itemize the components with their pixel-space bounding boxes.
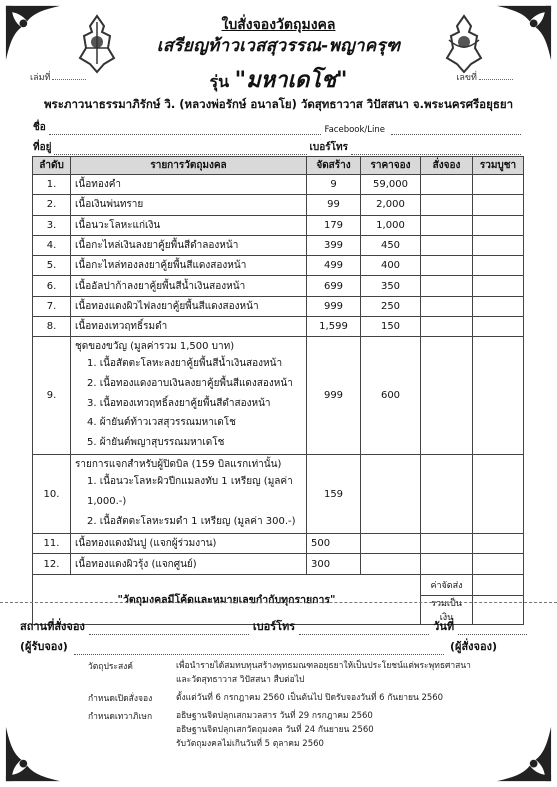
table-row (33, 296, 524, 316)
facebook-field[interactable] (391, 122, 521, 135)
table-row (33, 534, 524, 554)
place-label: สถานที่สั่งจอง (20, 620, 85, 633)
row-item: เนื้อทองแดงผิวไฟลงยาคู้ยพื้นสีแดงสองหน้า (71, 296, 307, 316)
row-item: เนื้อทองแดงมันปู (แจกผู้ร่วมงาน) (71, 534, 307, 554)
note-label: กำหนดเปิดสั่งจอง (88, 694, 153, 704)
signature-row (20, 637, 497, 655)
row-item: เนื้อทองคำ (71, 175, 307, 195)
footer-phone-label: เบอร์โทร (252, 620, 296, 633)
row-price: 350 (361, 276, 421, 296)
row-qty: 1,599 (307, 317, 361, 337)
doc-number (456, 70, 513, 84)
phone-field[interactable] (351, 142, 521, 155)
table-row (33, 235, 524, 255)
facebook-label: Facebook/Line (324, 125, 385, 135)
row-order-cell[interactable] (421, 455, 473, 534)
row-no: 9. (33, 337, 71, 455)
row-no: 7. (33, 296, 71, 316)
gift-set-item: 3. เนื้อทองเทวฤทธิ์ลงยาคู้ยพื้นสีดำสองหน้า (87, 397, 271, 409)
row-qty: 300 (307, 554, 361, 574)
address-field[interactable] (54, 142, 306, 155)
total-label: รวมเป็นเงิน (421, 595, 473, 624)
row-qty: 999 (307, 296, 361, 316)
row-item: เนื้อกะไหล่เงินลงยาคู้ยพื้นสีดำลองหน้า (71, 235, 307, 255)
row-total-cell[interactable] (473, 235, 524, 255)
row-price: 1,000 (361, 215, 421, 235)
note-label: กำหนดเทวาภิเษก (88, 712, 153, 722)
table-row (33, 195, 524, 215)
row-total-cell[interactable] (473, 337, 524, 455)
col-header-order: สั่งจอง (421, 157, 473, 175)
row-total-cell[interactable] (473, 215, 524, 235)
row-total-cell[interactable] (473, 175, 524, 195)
banner-title: เสรียญท้าวเวสสุวรรณ-พญาครุฑ (156, 36, 401, 56)
row-total-cell[interactable] (473, 455, 524, 534)
col-header-no: ลำดับ (33, 157, 71, 175)
book-number-label: เล่มที่ (30, 73, 51, 83)
table-row (33, 276, 524, 296)
row-no: 10. (33, 455, 71, 534)
receiver-signature-field[interactable] (74, 642, 444, 655)
row-no: 3. (33, 215, 71, 235)
row-price-empty (361, 554, 421, 574)
address-label: ที่อยู่ (33, 142, 52, 153)
row-order-cell[interactable] (421, 235, 473, 255)
row-order-cell[interactable] (421, 317, 473, 337)
table-row (33, 175, 524, 195)
row-order-cell[interactable] (421, 195, 473, 215)
row-order-cell[interactable] (421, 337, 473, 455)
note-line: และวัดสุทธาวาส วิปัสสนา สืบต่อไป (176, 675, 305, 685)
table-row (33, 317, 524, 337)
gift-set-row (33, 337, 524, 455)
doc-number-field[interactable] (479, 79, 513, 80)
row-order-cell[interactable] (421, 554, 473, 574)
note-label: วัตถุประสงค์ (88, 662, 133, 672)
row-no: 12. (33, 554, 71, 574)
row-total-cell[interactable] (473, 317, 524, 337)
row-total-cell[interactable] (473, 276, 524, 296)
row-price: 2,000 (361, 195, 421, 215)
series-prefix: รุ่น (209, 72, 230, 91)
row-price-empty (361, 455, 421, 534)
shipping-cell[interactable] (473, 574, 524, 595)
gift-set-item: 1. เนื้อสัตตะโลหะลงยาคู้ยพื้นสีน้ำเงินสองหน้า (87, 358, 283, 370)
corner-ornament-bottom-left (4, 725, 62, 783)
place-row (20, 617, 531, 635)
row-price: 400 (361, 256, 421, 276)
col-header-price: ราคาจอง (361, 157, 421, 175)
row-qty: 699 (307, 276, 361, 296)
receiver-label: (ผู้รับจอง) (20, 640, 68, 653)
temple-line: พระภาวนาธรรมาภิรักษ์ วิ. (หลวงพ่อรักษ์ อนาลโย) วัดสุทธาวาส วิปัสสนา จ.พระนครศรีอยุธยา (43, 97, 514, 111)
note-booking-period (88, 691, 528, 705)
date-field[interactable] (458, 622, 527, 635)
row-qty: 179 (307, 215, 361, 235)
name-label: ชื่อ (33, 122, 46, 133)
row-no: 1. (33, 175, 71, 195)
row-order-cell[interactable] (421, 215, 473, 235)
row-qty: 499 (307, 256, 361, 276)
order-table (32, 156, 524, 625)
place-field[interactable] (89, 622, 249, 635)
gift-set-cell (71, 337, 307, 455)
row-no: 2. (33, 195, 71, 215)
table-row (33, 215, 524, 235)
row-order-cell[interactable] (421, 256, 473, 276)
row-total-cell[interactable] (473, 256, 524, 276)
col-header-total: รวมบูชา (473, 157, 524, 175)
row-item: เนื้อทองแดงผิวรุ้ง (แจกศูนย์) (71, 554, 307, 574)
notes-section (88, 659, 528, 755)
code-notice: "วัตถุมงคลมีโค้ดและหมายเลขกำกับทุกรายการ" (33, 574, 421, 624)
row-item: เนื้อกะไหล่ทองลงยาคู้ยพื้นสีแดงสองหน้า (71, 256, 307, 276)
bonus-item: 1. เนื้อนวะโลหะผิวปีกแมลงทับ 1 เหรียญ (มูลค่า 1,000.-) (87, 476, 293, 507)
row-item: เนื้อเงินพ่นทราย (71, 195, 307, 215)
bonus-title: รายการแจกสำหรับผู้ปิดบิล (159 บิลแรกเท่านั้น) (75, 459, 282, 471)
name-field[interactable] (49, 122, 322, 135)
row-price: 150 (361, 317, 421, 337)
row-no: 4. (33, 235, 71, 255)
name-row (33, 120, 524, 135)
footer-phone-field[interactable] (299, 622, 429, 635)
gift-set-item: 4. ผ้ายันต์ท้าวเวสสุวรรณมหาเดโช (87, 417, 236, 429)
row-no: 11. (33, 534, 71, 554)
row-qty: 9 (307, 175, 361, 195)
row-qty: 99 (307, 195, 361, 215)
note-line: อธิษฐานจิตปลุกเสกวัตถุมงคล วันที่ 24 กันยายน 2560 (176, 725, 374, 735)
row-price: 600 (361, 337, 421, 455)
row-qty: 159 (307, 455, 361, 534)
bonus-cell (71, 455, 307, 534)
note-line: อธิษฐานจิตปลุกเสกมวลสาร วันที่ 29 กรกฎาคม 2560 (176, 711, 373, 721)
row-item: เนื้อทองเทวฤทธิ์รมดำ (71, 317, 307, 337)
row-item: เนื้อนวะโลหะแก่เงิน (71, 215, 307, 235)
row-total-cell[interactable] (473, 534, 524, 554)
gift-set-title: ชุดของขวัญ (มูลค่ารวม 1,500 บาท) (75, 341, 235, 353)
row-no: 8. (33, 317, 71, 337)
bonus-row (33, 455, 524, 534)
row-total-cell[interactable] (473, 195, 524, 215)
orderer-label: (ผู้สั่งจอง) (449, 640, 497, 653)
note-purpose (88, 659, 528, 687)
row-order-cell[interactable] (421, 276, 473, 296)
phone-label: เบอร์โทร (309, 142, 348, 153)
gift-set-item: 5. ผ้ายันต์พญาสุบรรณมหาเดโช (87, 436, 225, 448)
row-qty: 399 (307, 235, 361, 255)
shipping-label: ค่าจัดส่ง (421, 574, 473, 595)
shipping-row (33, 574, 524, 595)
row-qty: 500 (307, 534, 361, 554)
note-line: รับวัตถุมงคลไม่เกินวันที่ 5 ตุลาคม 2560 (176, 739, 324, 749)
row-order-cell[interactable] (421, 534, 473, 554)
row-price: 450 (361, 235, 421, 255)
cut-line (0, 602, 557, 603)
table-header-row (33, 157, 524, 175)
row-item: เนื้ออัลปาก้าลงยาคู้ยพื้นสีน้ำเงินสองหน้า (71, 276, 307, 296)
note-ceremony (88, 709, 528, 751)
row-order-cell[interactable] (421, 175, 473, 195)
row-qty: 999 (307, 337, 361, 455)
row-total-cell[interactable] (473, 554, 524, 574)
table-row (33, 554, 524, 574)
row-order-cell[interactable] (421, 296, 473, 316)
col-header-qty: จัดสร้าง (307, 157, 361, 175)
note-line: ตั้งแต่วันที่ 6 กรกฎาคม 2560 เป็นต้นไป ปิดรับจองวันที่ 6 กันยายน 2560 (176, 693, 444, 703)
row-no: 5. (33, 256, 71, 276)
row-price-empty (361, 534, 421, 554)
note-line: เพื่อนำรายได้สมทบทุนสร้างพุทธมณฑลอยุธยาให้เป็นประโยชน์แต่พระพุทธศาสนา (176, 661, 471, 671)
book-number-field[interactable] (52, 79, 86, 80)
doc-number-label: เลขที่ (456, 73, 477, 83)
row-price: 59,000 (361, 175, 421, 195)
form-title: ใบสั่งจองวัตถุมงคล (221, 17, 336, 33)
col-header-item: รายการวัตถุมงคล (71, 157, 307, 175)
address-row (33, 140, 524, 155)
gift-set-item: 2. เนื้อทองแดงอาบเงินลงยาคู้ยพื้นสีแดงสองหน้า (87, 377, 293, 389)
bonus-item: 2. เนื้อสัตตะโลหะรมดำ 1 เหรียญ (มูลค่า 300.-) (87, 515, 296, 527)
row-price: 250 (361, 296, 421, 316)
book-number (30, 70, 86, 84)
table-row (33, 256, 524, 276)
series-name: "มหาเดโช" (234, 68, 348, 93)
row-no: 6. (33, 276, 71, 296)
row-total-cell[interactable] (473, 296, 524, 316)
date-label: วันที่ (433, 620, 455, 633)
